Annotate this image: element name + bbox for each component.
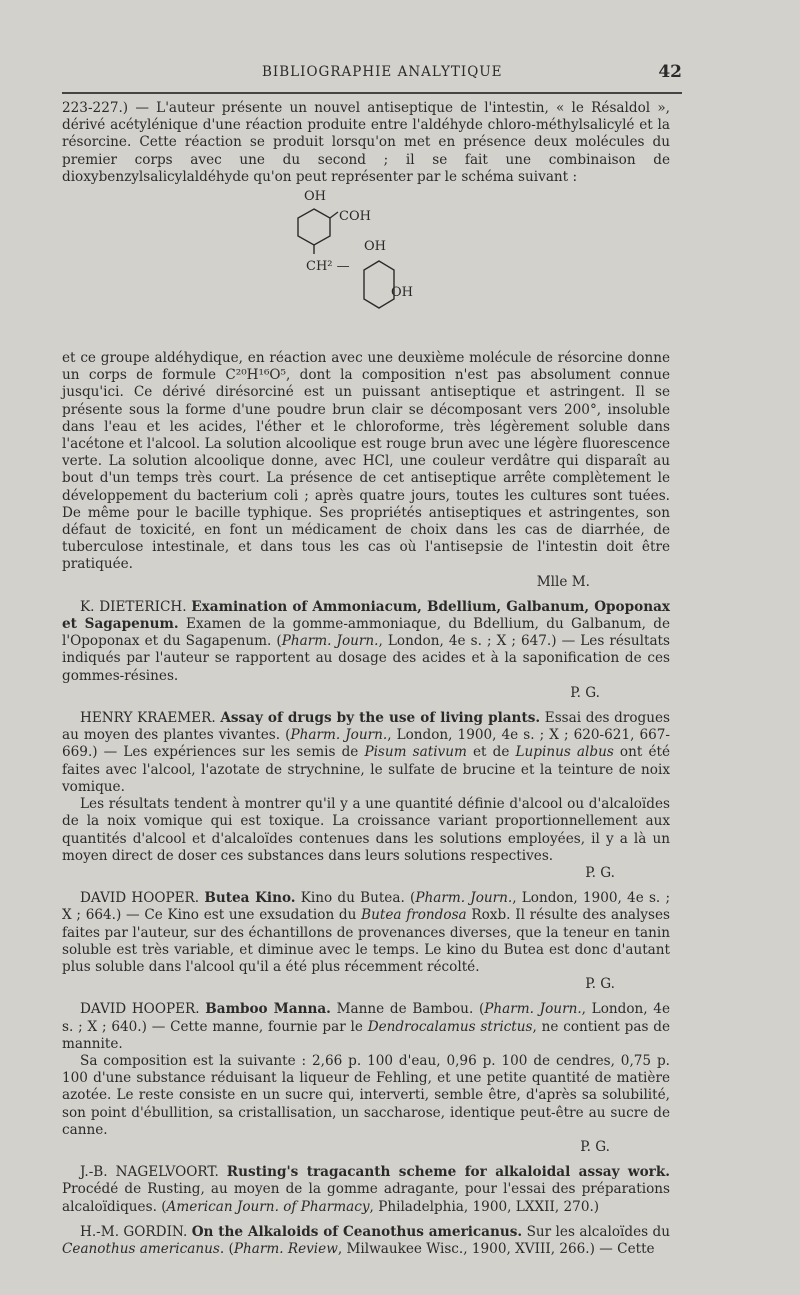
journal-name: Pharm. Journ. [290, 727, 388, 744]
journal-name: American Journ. of Pharmacy [166, 1198, 370, 1215]
entry-text: ont été faites avec l'alcool, l'azotate de strychnine, le sulfate de brucine et la teinture de noix vomique. [62, 744, 670, 795]
dieterich-entry [62, 599, 670, 685]
page-header [62, 64, 682, 88]
signature: P. G. [580, 1138, 610, 1155]
article-body [62, 100, 670, 1258]
journal-name: Pharm. Review [233, 1240, 338, 1257]
ch2-label: CH² — [306, 259, 350, 275]
entry-text: . ( [219, 1240, 234, 1257]
hooper-butea-entry [62, 890, 670, 976]
entry-text: , London, 4e s. ; X ; 640.) — Cette manne, fournie par le [62, 1001, 670, 1035]
entry-text: et de [466, 744, 516, 761]
kraemer-entry [62, 710, 670, 796]
entry-text: , London, 4e s. ; X ; 647.) — Les résultats indiqués par l'auteur se rapportent au dosage des acides et à la saponification de ces gommes-résines. [62, 633, 670, 684]
running-title: BIBLIOGRAPHIE ANALYTIQUE [262, 64, 503, 80]
species-name: Butea frondosa [361, 907, 467, 924]
oh-mid-label: OH [364, 239, 386, 255]
signature: P. G. [585, 976, 615, 993]
nagelvoort-entry [62, 1164, 670, 1216]
entry-author: DAVID HOOPER. [80, 1001, 200, 1018]
entry-text: , Milwaukee Wisc., 1900, XVIII, 266.) — Cette [337, 1240, 655, 1257]
signature: P. G. [570, 684, 600, 701]
coh-label: COH [339, 209, 371, 225]
entry-text: , London, 1900, 4e s. ; X ; 664.) — Ce Kino est une exsudation du [62, 890, 671, 924]
entry-author: DAVID HOOPER. [80, 890, 200, 907]
species-name: Dendrocalamus strictus [367, 1018, 533, 1035]
entry-title: Examination of Ammoniacum, Bdellium, Galbanum, Opoponax et Sagapenum. [62, 598, 670, 633]
entry-text: Examen de la gomme-ammoniaque, du Bdellium, du Galbanum, de l'Opoponax et du Sagapenum. ( [62, 616, 670, 650]
entry-title: Bamboo Manna. [205, 1001, 331, 1018]
entry-text: Kino du Butea. ( [300, 890, 416, 907]
entry-author: HENRY KRAEMER. [80, 710, 216, 727]
hooper-bamboo-paragraph-2: Sa composition est la suivante : 2,66 p. 100 d'eau, 0,96 p. 100 de cendres, 0,75 p. 100 d'une substance réduisant la liqueur de Fehling, et une petite quantité de matière azotée. Le reste consiste en un sucre qui, interverti, semble être, d'après sa solubilité, son point d'ébullition, sa cristallisation, un saccharose, identique peut-être au sucre de canne. [62, 1052, 670, 1138]
entry-title: Butea Kino. [204, 890, 296, 907]
kraemer-paragraph-2: Les résultats tendent à montrer qu'il y a une quantité définie d'alcool ou d'alcaloïdes de la noix vomique qui est toxique. La croissance variant proportionnellement aux quantités d'alcool et d'alcaloïdes contenues dans les solutions employées, il y a là un moyen direct de doser ces substances dans leurs solutions respectives. [62, 796, 670, 864]
oh-top-label: OH [304, 189, 326, 205]
hooper-bamboo-entry [62, 1001, 670, 1053]
gordin-entry [62, 1224, 670, 1258]
entry-text: , ne contient pas de mannite. [62, 1018, 671, 1052]
signature: Mlle M. [536, 573, 590, 590]
intro-paragraph: 223-227.) — L'auteur présente un nouvel antiseptique de l'intestin, « le Résaldol », dérivé acétylénique d'une réaction produite entre l'aldéhyde chloro-méthylsalicylé et la résorcine. Cette réaction se produit lorsqu'on met en présence deux molécules du premier corps avec une du second ; il se fait une combinaison de dioxybenzylsalicylaldéhyde qu'on peut représenter par le schéma suivant : [62, 100, 670, 185]
page-number: 42 [658, 62, 682, 82]
journal-name: Pharm. Journ. [415, 890, 513, 907]
journal-name: Pharm. Journ. [484, 1001, 582, 1018]
species-name: Ceanothus americanus [62, 1240, 220, 1257]
header-rule [62, 92, 682, 94]
entry-title: Assay of drugs by the use of living plants. [220, 710, 541, 727]
entry-text: Essai des drogues au moyen des plantes vivantes. ( [62, 710, 670, 744]
chemical-scheme [62, 188, 670, 346]
entry-author: J.-B. NAGELVOORT. [80, 1164, 219, 1181]
entry-text: Procédé de Rusting, au moyen de la gomme adragante, pour l'essai des préparations alcaloïdiques. ( [62, 1181, 670, 1215]
resaldol-paragraph: et ce groupe aldéhydique, en réaction avec une deuxième molécule de résorcine donne un corps de formule C²⁰H¹⁶O⁵, dont la composition n'est pas absolument connue jusqu'ici. Ce dérivé dirésorciné est un puissant antiseptique et astringent. Il se présente sous la forme d'une poudre brun clair se décomposant vers 200°, insoluble dans l'eau et les acides, l'éther et le chloroforme, très légèrement soluble dans l'acétone et l'alcool. La solution alcoolique est rouge brun avec une légère fluorescence verte. La solution alcoolique donne, avec HCl, une couleur verdâtre qui disparaît au bout d'un temps très court. La présence de cet antiseptique arrête complètement le développement du bacterium coli ; après quatre jours, toutes les cultures sont tuées. De même pour le bacille typhique. Ses propriétés antiseptiques et astringentes, son défaut de toxicité, en font un médicament de choix dans les cas de diarrhée, de tuberculose intestinale, et dans tous les cas où l'antisepsie de l'intestin doit être pratiquée. [62, 350, 670, 573]
entry-author: H.-M. GORDIN. [80, 1223, 188, 1240]
entry-text: Roxb. Il résulte des analyses faites par l'auteur, sur des échantillons de provenances diverses, que la teneur en tanin soluble est très variable, et diminue avec le temps. Le kino du Butea est donc d'autant plus soluble dans l'alcool qu'il a été plus récemment récolté. [62, 907, 670, 975]
entry-text: Sur les alcaloïdes du [526, 1223, 670, 1240]
species-name: Lupinus albus [515, 744, 614, 761]
entry-title: Rusting's tragacanth scheme for alkaloidal assay work. [226, 1164, 670, 1181]
entry-text: Manne de Bambou. ( [336, 1001, 485, 1018]
entry-author: K. DIETERICH. [80, 598, 187, 615]
entry-text: , London, 1900, 4e s. ; X ; 620-621, 667-669.) — Les expériences sur les semis de [62, 727, 671, 761]
entry-text: , Philadelphia, 1900, LXXII, 270.) [369, 1198, 600, 1215]
journal-name: Pharm. Journ. [281, 633, 379, 650]
oh-low-label: OH [391, 285, 413, 301]
entry-title: On the Alkaloids of Ceanothus americanus. [191, 1223, 523, 1240]
species-name: Pisum sativum [364, 744, 467, 761]
signature: P. G. [585, 864, 615, 881]
